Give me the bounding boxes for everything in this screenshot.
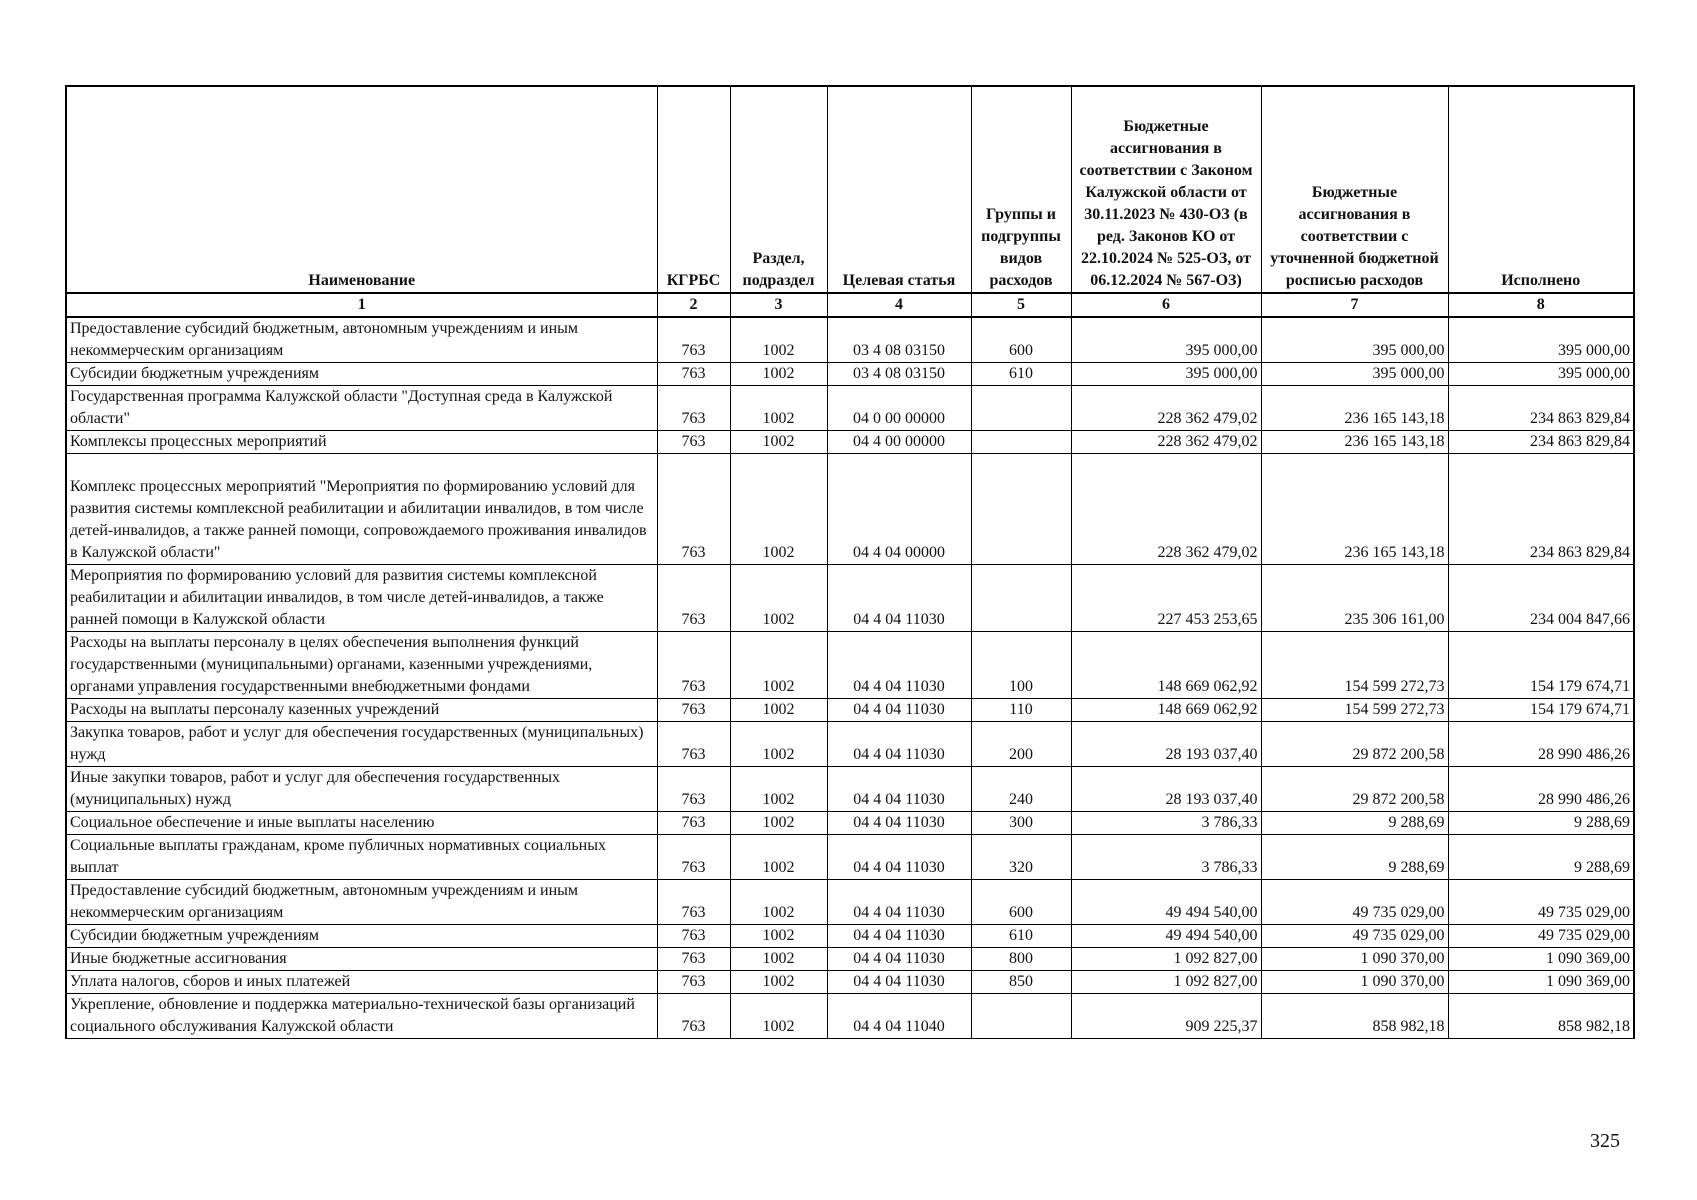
row-section: 1002 <box>730 835 827 880</box>
row-law: 148 669 062,92 <box>1071 632 1261 699</box>
row-name: Расходы на выплаты персоналу в целях обеспечения выполнения функций государственными (муниципальными) органами, казенными учреждениями, органами управления государственными внебюджетными фондами <box>66 632 657 699</box>
row-refined: 236 165 143,18 <box>1261 431 1448 454</box>
row-refined: 154 599 272,73 <box>1261 699 1448 722</box>
row-kgrbs: 763 <box>657 431 730 454</box>
row-name: Социальное обеспечение и иные выплаты населению <box>66 812 657 835</box>
row-target: 04 4 04 11030 <box>827 632 971 699</box>
row-target: 04 4 04 00000 <box>827 454 971 565</box>
row-name: Социальные выплаты гражданам, кроме публичных нормативных социальных выплат <box>66 835 657 880</box>
row-law: 1 092 827,00 <box>1071 971 1261 994</box>
row-refined: 29 872 200,58 <box>1261 767 1448 812</box>
row-name: Мероприятия по формированию условий для развития системы комплексной реабилитации и абилитации инвалидов, в том числе детей-инвалидов, а также ранней помощи в Калужской области <box>66 565 657 632</box>
row-name: Иные бюджетные ассигнования <box>66 948 657 971</box>
table-row <box>66 722 1634 767</box>
row-section: 1002 <box>730 880 827 925</box>
row-target: 04 4 04 11030 <box>827 835 971 880</box>
row-target: 04 4 04 11030 <box>827 812 971 835</box>
column-number: 6 <box>1071 293 1261 317</box>
row-kgrbs: 763 <box>657 835 730 880</box>
row-law: 228 362 479,02 <box>1071 431 1261 454</box>
row-section: 1002 <box>730 812 827 835</box>
row-group: 320 <box>971 835 1071 880</box>
row-target: 04 4 04 11030 <box>827 971 971 994</box>
row-law: 395 000,00 <box>1071 363 1261 386</box>
row-group: 800 <box>971 948 1071 971</box>
row-group: 100 <box>971 632 1071 699</box>
table-row <box>66 363 1634 386</box>
row-kgrbs: 763 <box>657 632 730 699</box>
row-executed: 858 982,18 <box>1448 994 1634 1039</box>
table-row <box>66 632 1634 699</box>
row-refined: 1 090 370,00 <box>1261 948 1448 971</box>
row-group: 610 <box>971 925 1071 948</box>
row-target: 04 4 04 11030 <box>827 948 971 971</box>
row-refined: 9 288,69 <box>1261 812 1448 835</box>
row-kgrbs: 763 <box>657 699 730 722</box>
row-kgrbs: 763 <box>657 948 730 971</box>
row-refined: 395 000,00 <box>1261 363 1448 386</box>
header-target: Целевая статья <box>827 86 971 293</box>
header-executed: Исполнено <box>1448 86 1634 293</box>
row-kgrbs: 763 <box>657 812 730 835</box>
column-number: 8 <box>1448 293 1634 317</box>
row-target: 04 4 04 11030 <box>827 565 971 632</box>
header-row <box>66 86 1634 293</box>
row-group: 600 <box>971 317 1071 363</box>
table-row <box>66 317 1634 363</box>
column-number: 7 <box>1261 293 1448 317</box>
column-number: 2 <box>657 293 730 317</box>
row-section: 1002 <box>730 948 827 971</box>
row-name: Расходы на выплаты персоналу казенных учреждений <box>66 699 657 722</box>
row-target: 04 4 04 11030 <box>827 767 971 812</box>
row-name: Иные закупки товаров, работ и услуг для обеспечения государственных (муниципальных) нужд <box>66 767 657 812</box>
row-section: 1002 <box>730 632 827 699</box>
row-executed: 28 990 486,26 <box>1448 767 1634 812</box>
row-group <box>971 994 1071 1039</box>
page-number: 325 <box>1590 1130 1620 1152</box>
row-kgrbs: 763 <box>657 722 730 767</box>
row-group: 240 <box>971 767 1071 812</box>
row-law: 49 494 540,00 <box>1071 925 1261 948</box>
column-number: 3 <box>730 293 827 317</box>
row-name: Предоставление субсидий бюджетным, автономным учреждениям и иным некоммерческим организациям <box>66 880 657 925</box>
row-kgrbs: 763 <box>657 971 730 994</box>
row-executed: 234 863 829,84 <box>1448 386 1634 431</box>
row-section: 1002 <box>730 454 827 565</box>
row-kgrbs: 763 <box>657 767 730 812</box>
row-section: 1002 <box>730 925 827 948</box>
table-row <box>66 880 1634 925</box>
row-executed: 49 735 029,00 <box>1448 925 1634 948</box>
table-row <box>66 971 1634 994</box>
row-executed: 154 179 674,71 <box>1448 632 1634 699</box>
table-row <box>66 431 1634 454</box>
header-name: Наименование <box>66 86 657 293</box>
row-executed: 49 735 029,00 <box>1448 880 1634 925</box>
table-row <box>66 994 1634 1039</box>
row-law: 227 453 253,65 <box>1071 565 1261 632</box>
row-kgrbs: 763 <box>657 880 730 925</box>
header-groups: Группы и подгруппы видов расходов <box>971 86 1071 293</box>
header-section: Раздел, подраздел <box>730 86 827 293</box>
row-name: Комплексы процессных мероприятий <box>66 431 657 454</box>
header-refined-appropriations: Бюджетные ассигнования в соответствии с уточненной бюджетной росписью расходов <box>1261 86 1448 293</box>
row-section: 1002 <box>730 317 827 363</box>
row-target: 04 4 04 11030 <box>827 925 971 948</box>
row-executed: 9 288,69 <box>1448 835 1634 880</box>
row-law: 49 494 540,00 <box>1071 880 1261 925</box>
row-executed: 234 863 829,84 <box>1448 431 1634 454</box>
column-number: 4 <box>827 293 971 317</box>
table-row <box>66 948 1634 971</box>
row-executed: 395 000,00 <box>1448 363 1634 386</box>
table-row <box>66 565 1634 632</box>
row-refined: 1 090 370,00 <box>1261 971 1448 994</box>
row-law: 228 362 479,02 <box>1071 454 1261 565</box>
row-target: 04 0 00 00000 <box>827 386 971 431</box>
row-name: Уплата налогов, сборов и иных платежей <box>66 971 657 994</box>
row-section: 1002 <box>730 767 827 812</box>
row-name: Государственная программа Калужской области "Доступная среда в Калужской области" <box>66 386 657 431</box>
table-row <box>66 386 1634 431</box>
row-group: 610 <box>971 363 1071 386</box>
row-section: 1002 <box>730 565 827 632</box>
row-kgrbs: 763 <box>657 925 730 948</box>
row-kgrbs: 763 <box>657 317 730 363</box>
row-target: 03 4 08 03150 <box>827 317 971 363</box>
row-section: 1002 <box>730 994 827 1039</box>
row-name: Субсидии бюджетным учреждениям <box>66 925 657 948</box>
row-executed: 9 288,69 <box>1448 812 1634 835</box>
row-kgrbs: 763 <box>657 565 730 632</box>
row-kgrbs: 763 <box>657 363 730 386</box>
row-target: 04 4 04 11040 <box>827 994 971 1039</box>
table-row <box>66 812 1634 835</box>
row-refined: 235 306 161,00 <box>1261 565 1448 632</box>
row-law: 28 193 037,40 <box>1071 722 1261 767</box>
header-kgrbs: КГРБС <box>657 86 730 293</box>
row-refined: 236 165 143,18 <box>1261 454 1448 565</box>
table-row <box>66 925 1634 948</box>
row-kgrbs: 763 <box>657 386 730 431</box>
row-executed: 154 179 674,71 <box>1448 699 1634 722</box>
column-number: 5 <box>971 293 1071 317</box>
row-section: 1002 <box>730 386 827 431</box>
table-row <box>66 767 1634 812</box>
row-section: 1002 <box>730 363 827 386</box>
row-group: 600 <box>971 880 1071 925</box>
row-name: Субсидии бюджетным учреждениям <box>66 363 657 386</box>
column-number-row <box>66 293 1634 317</box>
row-name: Комплекс процессных мероприятий "Мероприятия по формированию условий для развития системы комплексной реабилитации и абилитации инвалидов, в том числе детей-инвалидов, а также ранней помощи, сопровождаемого проживания инвалидов в Калужской области" <box>66 454 657 565</box>
column-number: 1 <box>66 293 657 317</box>
row-executed: 234 004 847,66 <box>1448 565 1634 632</box>
row-refined: 49 735 029,00 <box>1261 880 1448 925</box>
row-name: Предоставление субсидий бюджетным, автономным учреждениям и иным некоммерческим организациям <box>66 317 657 363</box>
row-law: 228 362 479,02 <box>1071 386 1261 431</box>
row-law: 1 092 827,00 <box>1071 948 1261 971</box>
row-target: 04 4 04 11030 <box>827 699 971 722</box>
row-section: 1002 <box>730 722 827 767</box>
row-executed: 395 000,00 <box>1448 317 1634 363</box>
row-group <box>971 431 1071 454</box>
row-group <box>971 386 1071 431</box>
table-row <box>66 699 1634 722</box>
row-group: 850 <box>971 971 1071 994</box>
row-refined: 29 872 200,58 <box>1261 722 1448 767</box>
row-group: 200 <box>971 722 1071 767</box>
row-law: 3 786,33 <box>1071 835 1261 880</box>
budget-table <box>65 85 1635 1039</box>
row-law: 3 786,33 <box>1071 812 1261 835</box>
row-target: 04 4 04 11030 <box>827 722 971 767</box>
row-section: 1002 <box>730 699 827 722</box>
row-group: 110 <box>971 699 1071 722</box>
row-refined: 858 982,18 <box>1261 994 1448 1039</box>
row-law: 148 669 062,92 <box>1071 699 1261 722</box>
row-law: 909 225,37 <box>1071 994 1261 1039</box>
row-executed: 28 990 486,26 <box>1448 722 1634 767</box>
row-target: 04 4 00 00000 <box>827 431 971 454</box>
row-kgrbs: 763 <box>657 994 730 1039</box>
row-law: 395 000,00 <box>1071 317 1261 363</box>
row-target: 04 4 04 11030 <box>827 880 971 925</box>
row-target: 03 4 08 03150 <box>827 363 971 386</box>
row-refined: 49 735 029,00 <box>1261 925 1448 948</box>
row-name: Укрепление, обновление и поддержка материально-технической базы организаций социального обслуживания Калужской области <box>66 994 657 1039</box>
row-group: 300 <box>971 812 1071 835</box>
row-refined: 154 599 272,73 <box>1261 632 1448 699</box>
row-executed: 1 090 369,00 <box>1448 971 1634 994</box>
row-section: 1002 <box>730 431 827 454</box>
row-group <box>971 454 1071 565</box>
row-law: 28 193 037,40 <box>1071 767 1261 812</box>
row-group <box>971 565 1071 632</box>
row-refined: 236 165 143,18 <box>1261 386 1448 431</box>
row-refined: 9 288,69 <box>1261 835 1448 880</box>
row-section: 1002 <box>730 971 827 994</box>
row-executed: 234 863 829,84 <box>1448 454 1634 565</box>
row-refined: 395 000,00 <box>1261 317 1448 363</box>
header-law-appropriations: Бюджетные ассигнования в соответствии с Законом Калужской области от 30.11.2023 № 430-ОЗ (в ред. Законов КО от 22.10.2024 № 525-ОЗ, от 06.12.2024 № 567-ОЗ) <box>1071 86 1261 293</box>
table-row <box>66 835 1634 880</box>
row-executed: 1 090 369,00 <box>1448 948 1634 971</box>
row-name: Закупка товаров, работ и услуг для обеспечения государственных (муниципальных) нужд <box>66 722 657 767</box>
table-row <box>66 454 1634 565</box>
row-kgrbs: 763 <box>657 454 730 565</box>
